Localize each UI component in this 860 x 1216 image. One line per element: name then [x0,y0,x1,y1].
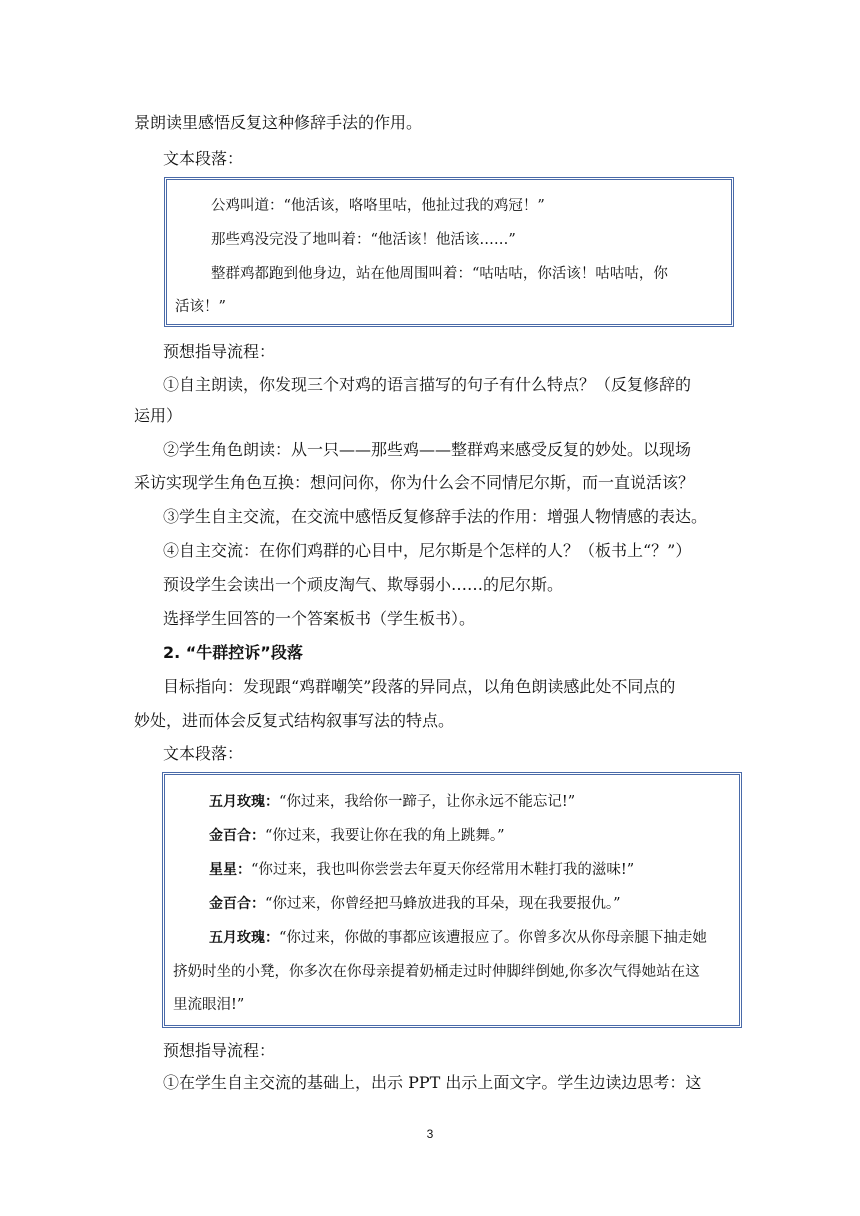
passage-line: 挤奶时坐的小凳，你多次在你母亲提着奶桶走过时伸脚绊倒她,你多次气得她站在这 [173,964,700,980]
passage-line: 活该！” [175,299,226,315]
speaker-line: “你过来，我要让你在我的角上跳舞。” [265,828,505,844]
passage-line [209,894,621,914]
speaker-line: “你过来，我也叫你尝尝去年夏天你经常用木鞋打我的滋味!” [251,862,635,878]
speaker-name: 金百合： [209,828,265,844]
passage-line [209,928,707,948]
paragraph-line: ③学生自主交流，在交流中感悟反复修辞手法的作用：增强人物情感的表达。 [163,507,708,526]
paragraph-line: ②学生角色朗读：从一只——那些鸡——整群鸡来感受反复的妙处。以现场 [163,440,692,459]
guide-process-label: 预想指导流程： [163,1041,276,1060]
speaker-name: 星星： [209,862,251,878]
guide-process-label: 预想指导流程： [163,342,276,361]
paragraph-line: 景朗读里感悟反复这种修辞手法的作用。 [134,113,423,132]
text-passage-box-cattle [162,772,742,1028]
paragraph-line: 目标指向：发现跟“鸡群嘲笑”段落的异同点，以角色朗读感此处不同点的 [163,677,676,696]
paragraph-line: 采访实现学生角色互换：想问问你，你为什么会不同情尼尔斯，而一直说活该？ [134,473,695,492]
speaker-line: “你过来，你做的事都应该遭报应了。你曾多次从你母亲腿下抽走她 [279,930,707,946]
passage-line: 里流眼泪!” [173,997,245,1013]
text-passage-label: 文本段落： [163,149,244,168]
text-passage-label: 文本段落： [163,744,244,763]
passage-line [209,826,505,846]
passage-line [209,860,634,880]
speaker-line: “你过来，你曾经把马蜂放进我的耳朵，现在我要报仇。” [265,896,621,912]
paragraph-line: ④自主交流：在你们鸡群的心目中，尼尔斯是个怎样的人？（板书上“？”） [163,541,692,560]
passage-line: 那些鸡没完没了地叫着：“他活该！他活该……” [211,232,516,248]
paragraph-line: ①在学生自主交流的基础上，出示 PPT 出示上面文字。学生边读边思考：这 [163,1073,702,1092]
passage-line: 公鸡叫道：“他活该，咯咯里咕，他扯过我的鸡冠！” [211,198,545,214]
paragraph-line: 妙处，进而体会反复式结构叙事写法的特点。 [134,711,455,730]
paragraph-line: 预设学生会读出一个顽皮淘气、欺辱弱小……的尼尔斯。 [163,575,564,594]
passage-line [209,792,575,812]
speaker-name: 五月玫瑰： [209,930,279,946]
text-passage-box-chickens [164,177,734,327]
speaker-name: 五月玫瑰： [209,794,279,810]
paragraph-line: 选择学生回答的一个答案板书（学生板书）。 [163,609,476,628]
speaker-name: 金百合： [209,896,265,912]
paragraph-line: ①自主朗读，你发现三个对鸡的语言描写的句子有什么特点？（反复修辞的 [163,375,692,394]
passage-line: 整群鸡都跑到他身边，站在他周围叫着：“咕咕咕，你活该！咕咕咕，你 [211,266,668,282]
speaker-line: “你过来，我给你一蹄子，让你永远不能忘记!” [279,794,576,810]
paragraph-line: 运用） [134,406,183,425]
page-number: 3 [426,1127,434,1141]
section-heading: 2. “牛群控诉”段落 [163,643,303,662]
